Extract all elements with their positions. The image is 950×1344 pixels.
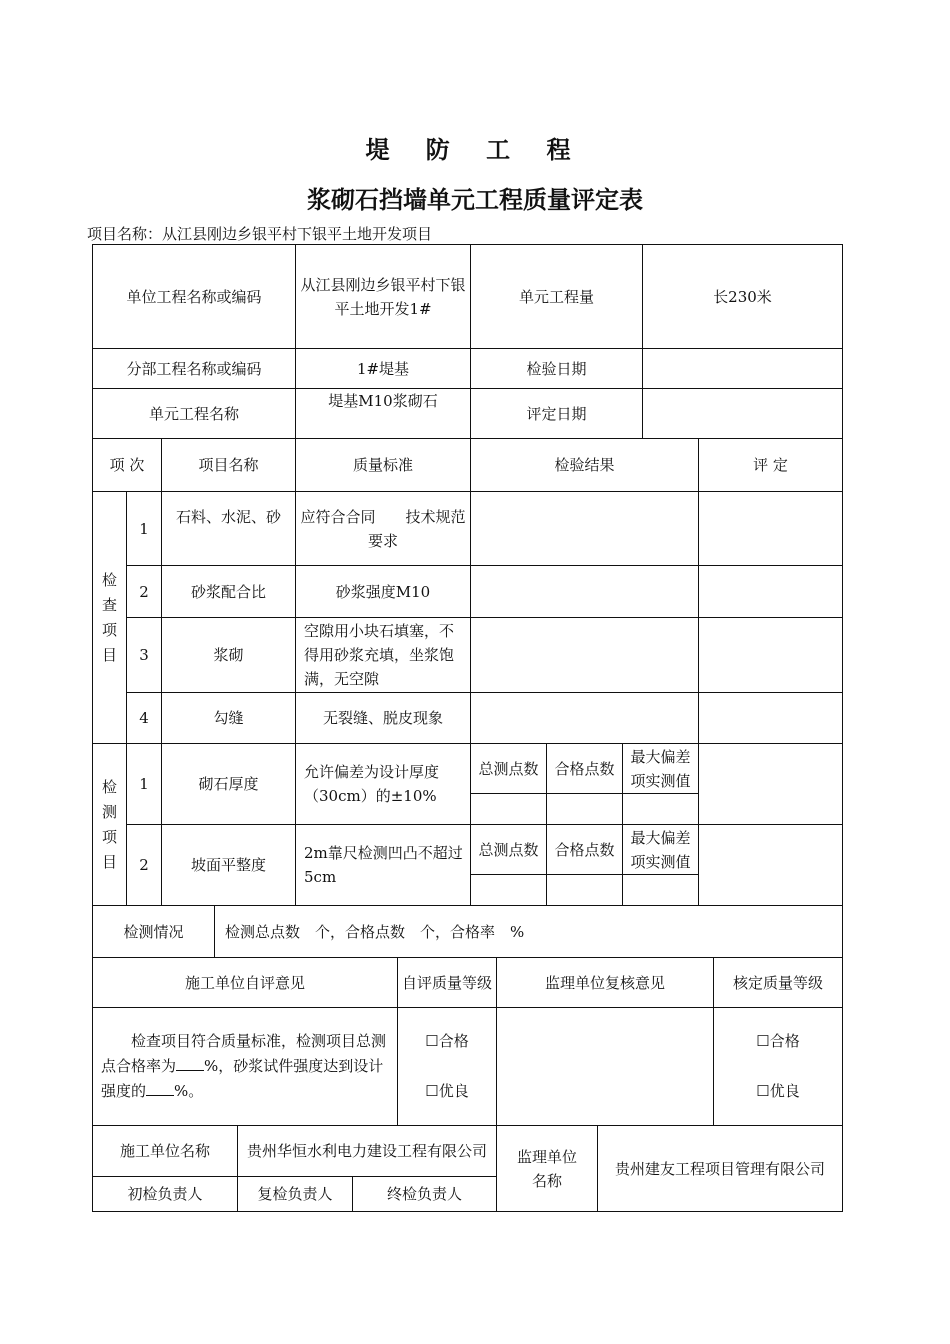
- check-row-standard: 砂浆强度M10: [295, 565, 471, 618]
- col-item-no: 项 次: [92, 438, 162, 492]
- total-points-value[interactable]: [470, 874, 547, 906]
- inspect-date-value[interactable]: [642, 348, 843, 389]
- measure-row-no: 2: [126, 824, 162, 906]
- pass-rate-blank[interactable]: [176, 1054, 204, 1071]
- check-row-name: 砂浆配合比: [161, 565, 296, 618]
- self-pass-checkbox[interactable]: ☐合格: [425, 1032, 469, 1050]
- max-deviation-value[interactable]: [622, 793, 699, 825]
- check-row-result[interactable]: [470, 692, 699, 744]
- col-item-name: 项目名称: [161, 438, 296, 492]
- final-pass-checkbox[interactable]: ☐合格: [756, 1032, 800, 1050]
- check-row-name: 石料、水泥、砂: [161, 491, 296, 566]
- quantity-value[interactable]: 长230米: [642, 244, 843, 349]
- final-grade-label: 核定质量等级: [713, 957, 843, 1008]
- measure-row-standard: 允许偏差为设计厚度（30cm）的±10%: [295, 743, 471, 825]
- division-value[interactable]: 1#堤基: [295, 348, 471, 389]
- first-check-person: 初检负责人: [92, 1176, 238, 1212]
- max-deviation-value[interactable]: [622, 874, 699, 906]
- measure-row-name: 砌石厚度: [161, 743, 296, 825]
- element-name-label: 单元工程名称: [92, 388, 296, 439]
- measure-row-standard: 2m靠尺检测凹凸不超过5cm: [295, 824, 471, 906]
- max-deviation-label: 最大偏差项实测值: [622, 743, 699, 794]
- col-result: 检验结果: [470, 438, 699, 492]
- element-name-value[interactable]: 堤基M10浆砌石: [295, 388, 471, 439]
- unit-project-value[interactable]: 从江县刚边乡银平村下银平土地开发1#: [295, 244, 471, 349]
- quantity-label: 单元工程量: [470, 244, 643, 349]
- division-label: 分部工程名称或编码: [92, 348, 296, 389]
- self-grade-label: 自评质量等级: [397, 957, 497, 1008]
- self-grade-options: [397, 1007, 497, 1126]
- check-row-rating[interactable]: [698, 565, 843, 618]
- pass-points-value[interactable]: [546, 874, 623, 906]
- total-points-label: 总测点数: [470, 743, 547, 794]
- check-row-rating[interactable]: [698, 617, 843, 693]
- check-row-result[interactable]: [470, 565, 699, 618]
- contractor-label: 施工单位名称: [92, 1125, 238, 1177]
- col-rating: 评 定: [698, 438, 843, 492]
- page-title: 堤 防 工 程: [365, 135, 585, 164]
- measure-row-name: 坡面平整度: [161, 824, 296, 906]
- project-name: 项目名称：从江县刚边乡银平村下银平土地开发项目: [87, 225, 433, 243]
- total-points-value[interactable]: [470, 793, 547, 825]
- check-row-name: 勾缝: [161, 692, 296, 744]
- check-row-standard: 空隙用小块石填塞，不得用砂浆充填，坐浆饱满，无空隙: [295, 617, 471, 693]
- form-title: 浆砌石挡墙单元工程质量评定表: [307, 185, 643, 214]
- total-points-label: 总测点数: [470, 824, 547, 875]
- contractor-value[interactable]: 贵州华恒水利电力建设工程有限公司: [237, 1125, 497, 1177]
- pass-points-label: 合格点数: [546, 824, 623, 875]
- supervisor-label: 监理单位名称: [496, 1125, 598, 1212]
- check-row-result[interactable]: [470, 491, 699, 566]
- check-row-result[interactable]: [470, 617, 699, 693]
- check-row-no: 1: [126, 491, 162, 566]
- final-check-person: 终检负责人: [352, 1176, 497, 1212]
- self-opinion-text[interactable]: 检查项目符合质量标准，检测项目总测点合格率为 %，砂浆试件强度达到设计强度的 %。: [92, 1007, 398, 1126]
- re-check-person: 复检负责人: [237, 1176, 353, 1212]
- self-good-checkbox[interactable]: ☐优良: [425, 1082, 469, 1100]
- final-good-checkbox[interactable]: ☐优良: [756, 1082, 800, 1100]
- col-standard: 质量标准: [295, 438, 471, 492]
- check-row-no: 3: [126, 617, 162, 693]
- max-deviation-label: 最大偏差项实测值: [622, 824, 699, 875]
- pass-points-value[interactable]: [546, 793, 623, 825]
- check-row-rating[interactable]: [698, 491, 843, 566]
- measure-row-no: 1: [126, 743, 162, 825]
- summary-label: 检测情况: [92, 905, 215, 958]
- check-row-standard: 无裂缝、脱皮现象: [295, 692, 471, 744]
- unit-project-label: 单位工程名称或编码: [92, 244, 296, 349]
- eval-date-value[interactable]: [642, 388, 843, 439]
- measure-group-label: 检 测 项 目: [92, 743, 127, 906]
- check-row-rating[interactable]: [698, 692, 843, 744]
- measure-row-rating[interactable]: [698, 824, 843, 906]
- review-opinion-label: 监理单位复核意见: [496, 957, 714, 1008]
- check-row-standard: 应符合合同 技术规范要求: [295, 491, 471, 566]
- check-group-label: 检 查 项 目: [92, 491, 127, 744]
- check-row-no: 2: [126, 565, 162, 618]
- final-grade-options: [713, 1007, 843, 1126]
- check-row-name: 浆砌: [161, 617, 296, 693]
- supervisor-value[interactable]: 贵州建友工程项目管理有限公司: [597, 1125, 843, 1212]
- self-opinion-label: 施工单位自评意见: [92, 957, 398, 1008]
- measure-row-rating[interactable]: [698, 743, 843, 825]
- inspect-date-label: 检验日期: [470, 348, 643, 389]
- pass-points-label: 合格点数: [546, 743, 623, 794]
- review-opinion-text[interactable]: [496, 1007, 714, 1126]
- check-row-no: 4: [126, 692, 162, 744]
- summary-text[interactable]: 检测总点数 个，合格点数 个，合格率 %: [214, 905, 843, 958]
- strength-blank[interactable]: [146, 1079, 174, 1096]
- eval-date-label: 评定日期: [470, 388, 643, 439]
